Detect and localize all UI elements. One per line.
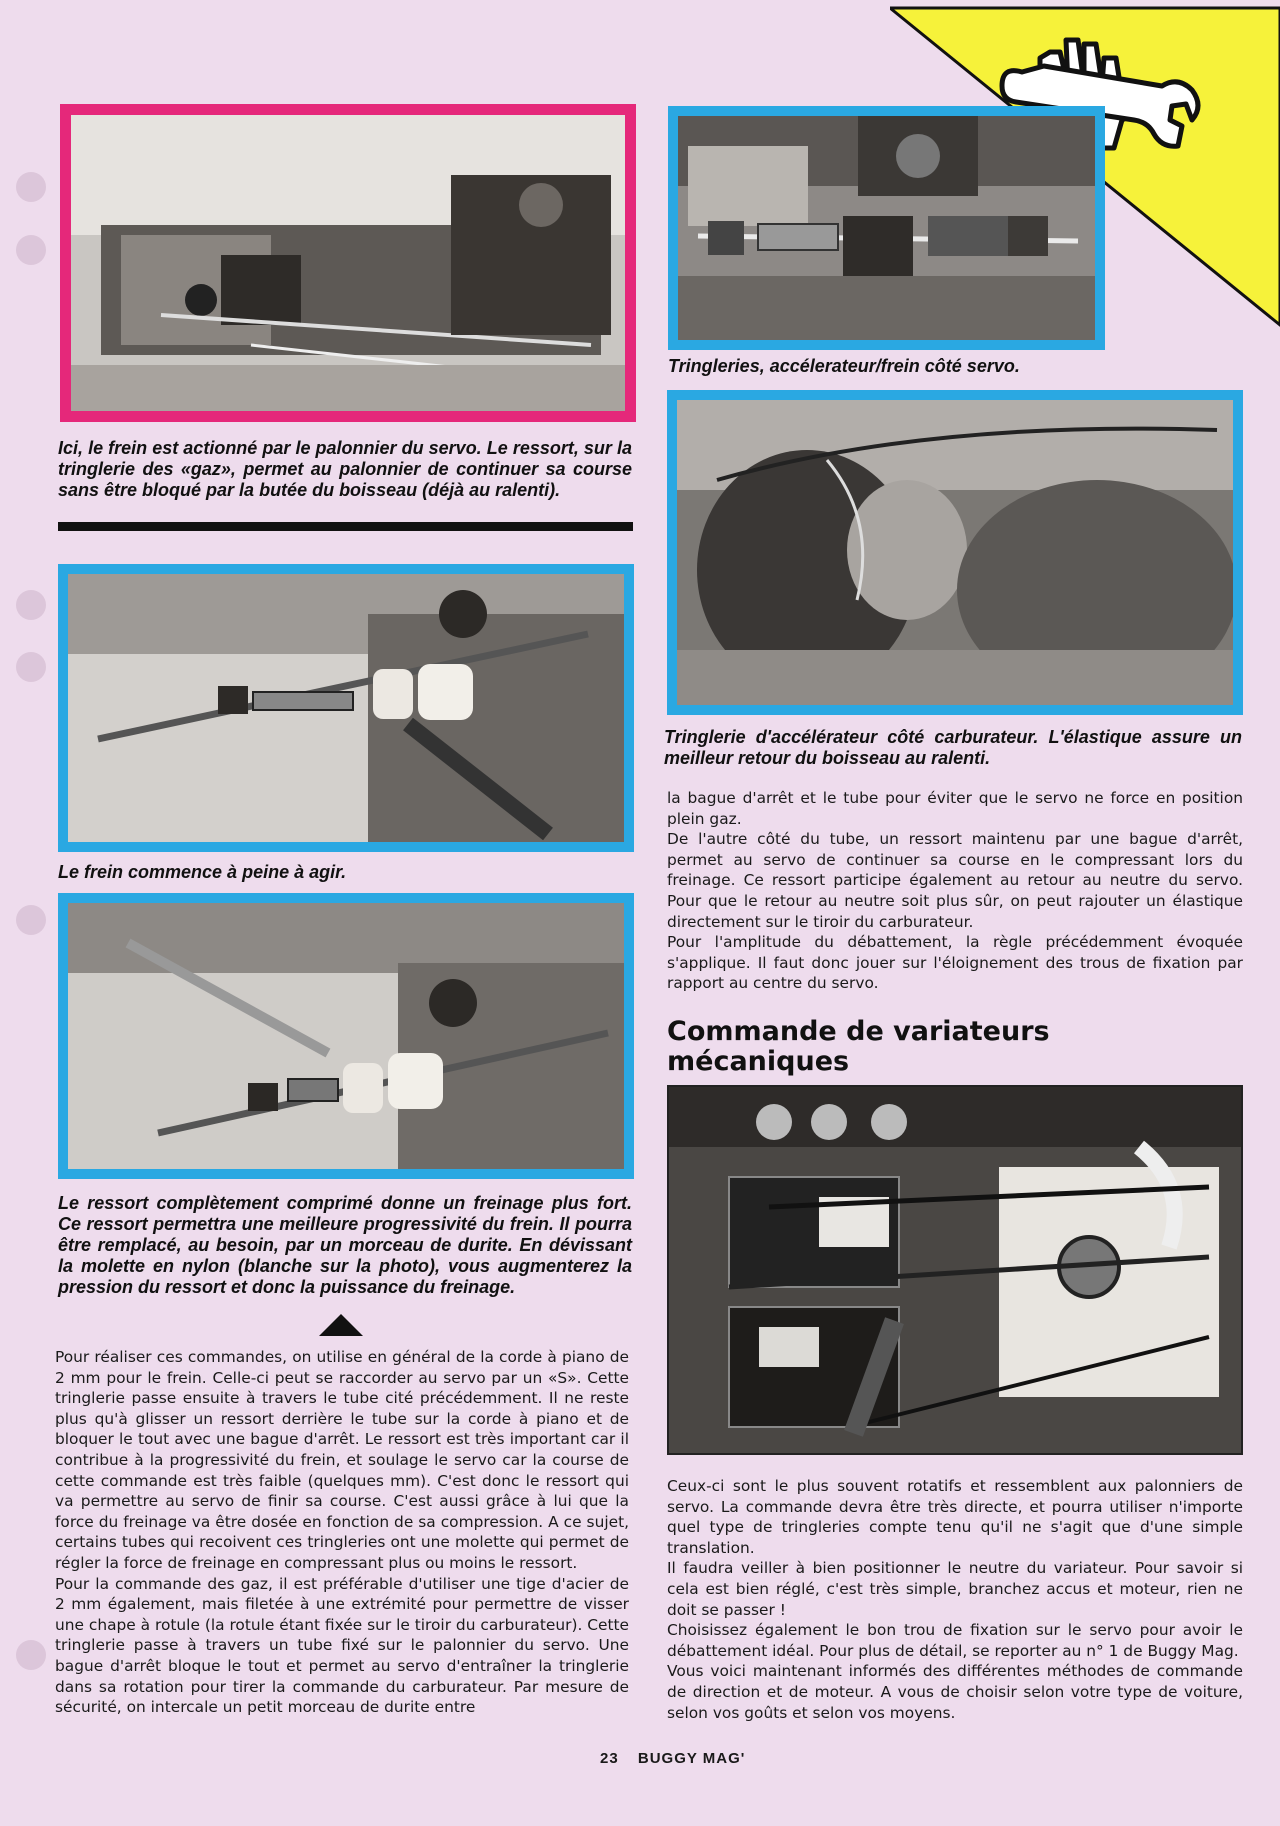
paragraph: Pour la commande des gaz, il est préférable d'utiliser une tige d'acier de 2 mm également, mais filetée à une extrémité pour permettre de visser une chape à rotule (la rotule étant fixée sur le tiroir du carburateur). Cette tringlerie passe à travers un tube fixé sur le palonnier du servo. Une bague d'arrêt bloque le tout et permet au servo d'entraîner la tringlerie dans sa rotation pour tirer la commande du carburateur. Par mesure de sécurité, on intercale un petit morceau de durite entre: [55, 1574, 629, 1717]
paragraph: Vous voici maintenant informés des différentes méthodes de commande de direction et de moteur. A vous de choisir selon votre type de voiture, selon vos goûts et selon vos moyens.: [667, 1662, 1243, 1722]
binder-hole: [16, 172, 46, 202]
page-number: 23: [600, 1750, 619, 1767]
binder-hole: [16, 905, 46, 935]
caption-divider: [58, 522, 633, 531]
paragraph: Pour réaliser ces commandes, on utilise en général de la corde à piano de 2 mm pour le frein. Celle-ci peut se raccorder au servo par un «S». Cette tringlerie passe ensuite à travers le tube cité précédemment. Il ne reste plus qu'à glisser un ressort derrière le tube sur la corde à piano et de bloquer le tout avec une bague d'arrêt. Le ressort est très important car il contribue à la progressivité du frein, et soulage le servo car la course de cette commande est très faible (quelques mm). C'est donc le ressort qui va permettre au servo de finir sa course. C'est aussi grâce à lui que la force du freinage va être dosée en fonction de sa compression. A ce sujet, certains tubes qui recoivent ces tringleries ont une molette qui permet de régler la force de freinage en compressant plus ou moins le ressort.: [55, 1348, 629, 1572]
right-article-text-bottom: [667, 1476, 1243, 1723]
binder-hole: [16, 1640, 46, 1670]
paragraph: la bague d'arrêt et le tube pour éviter que le servo ne force en position plein gaz.: [667, 789, 1243, 828]
binder-hole: [16, 652, 46, 682]
binder-hole: [16, 590, 46, 620]
paragraph: Ceux-ci sont le plus souvent rotatifs et ressemblent aux palonniers de servo. La commande devra être très directe, et pourra utiliser n'importe quel type de tringleries compte tenu qu'il ne s'agit que d'une simple translation.: [667, 1477, 1243, 1557]
spring-compressed-caption: Le ressort complètement comprimé donne un freinage plus fort. Ce ressort permettra une meilleure progressivité du frein. Il pourra être remplacé, au besoin, par un morceau de durite. En dévissant la molette en nylon (blanche sur la photo), vous augmenterez la pression du ressort et donc la puissance du freinage.: [58, 1193, 632, 1297]
magazine-name: BUGGY MAG': [637, 1750, 746, 1767]
brake-servo-caption: Ici, le frein est actionné par le palonnier du servo. Le ressort, sur la tringlerie des «gaz», permet au palonnier de continuer sa course sans être bloqué par la butée du boisseau (déjà au ralenti).: [58, 438, 632, 500]
section-heading: Commande de variateurs mécaniques: [667, 1016, 1050, 1077]
carburetor-linkage-photo: [667, 390, 1243, 715]
brake-start-caption: Le frein commence à peine à agir.: [58, 862, 347, 882]
paragraph: Il faudra veiller à bien positionner le neutre du variateur. Pour savoir si cela est bien réglé, c'est très simple, branchez accus et moteur, rien ne doit se passer !: [667, 1559, 1243, 1619]
binder-hole: [16, 235, 46, 265]
page-footer: [600, 1750, 759, 1767]
paragraph: Pour l'amplitude du débattement, la règle précédemment évoquée s'applique. Il faut donc jouer sur l'éloignement des trous de fixation par rapport au centre du servo.: [667, 933, 1243, 993]
mechanical-variator-photo: [667, 1085, 1243, 1455]
carburetor-side-caption: Tringlerie d'accélérateur côté carburateur. L'élastique assure un meilleur retour du boisseau au ralenti.: [664, 727, 1242, 768]
brake-servo-photo: [60, 104, 636, 422]
brake-start-photo: [58, 564, 634, 852]
servo-linkage-photo: [668, 106, 1105, 350]
paragraph: Choisissez également le bon trou de fixation sur le servo pour avoir le débattement idéal. Pour plus de détail, se reporter au n° 1 de Buggy Mag.: [667, 1621, 1243, 1660]
paragraph: De l'autre côté du tube, un ressort maintenu par une bague d'arrêt, permet au servo de continuer sa course en le compressant lors du freinage. Ce ressort participe également au retour au neutre du servo. Pour que le retour au neutre soit plus sûr, on peut rajouter un élastique directement sur le tiroir du carburateur.: [667, 830, 1243, 931]
spring-compressed-photo: [58, 893, 634, 1179]
right-article-text-top: [667, 788, 1243, 994]
caption-pointer-triangle: [319, 1314, 363, 1336]
left-article-text: [55, 1347, 629, 1718]
servo-side-caption: Tringleries, accélerateur/frein côté servo.: [668, 356, 1020, 376]
